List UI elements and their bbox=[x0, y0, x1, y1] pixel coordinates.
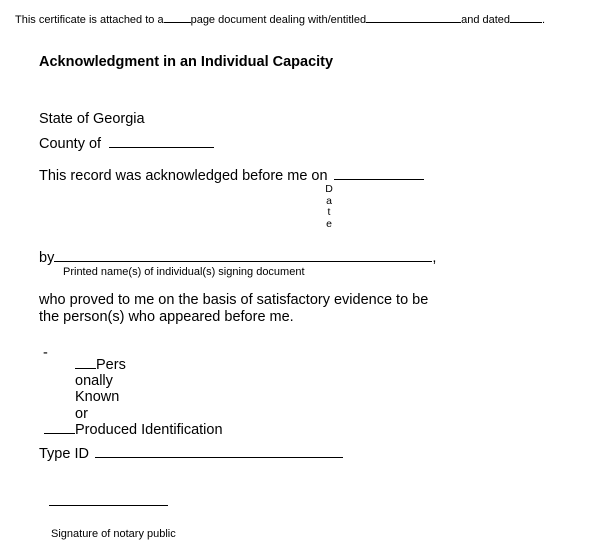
county-blank[interactable] bbox=[109, 146, 214, 148]
option1-line: Pers bbox=[96, 357, 126, 373]
type-id-label: Type ID bbox=[39, 446, 89, 462]
attachment-date-blank[interactable] bbox=[510, 21, 542, 23]
proved-line-1: who proved to me on the basis of satisfactory evidence to be bbox=[39, 292, 429, 308]
by-line bbox=[39, 250, 436, 266]
signer-name-blank[interactable] bbox=[54, 260, 432, 262]
produced-id-blank[interactable] bbox=[44, 432, 75, 434]
acknowledged-line bbox=[39, 168, 424, 184]
option1-line: onally bbox=[75, 373, 113, 389]
proved-line-2: the person(s) who appeared before me. bbox=[39, 309, 294, 325]
county-line bbox=[39, 136, 214, 152]
attachment-end-period: . bbox=[542, 14, 546, 26]
date-char: a bbox=[326, 194, 332, 207]
option1-line: or bbox=[75, 406, 88, 422]
attachment-text-1: This certificate is attached to a bbox=[15, 14, 164, 26]
printed-name-caption: Printed name(s) of individual(s) signing document bbox=[63, 266, 305, 278]
type-id-line bbox=[39, 446, 343, 462]
date-char: D bbox=[325, 183, 333, 195]
date-char: t bbox=[327, 206, 331, 218]
personally-known-option bbox=[75, 357, 126, 373]
page-count-blank[interactable] bbox=[164, 21, 191, 23]
by-label: by bbox=[39, 250, 55, 266]
attachment-statement bbox=[15, 14, 545, 26]
signature-caption: Signature of notary public bbox=[51, 528, 176, 540]
document-title-blank[interactable] bbox=[366, 21, 461, 23]
acknowledged-text: This record was acknowledged before me on bbox=[39, 168, 328, 184]
state-line: State of Georgia bbox=[39, 111, 145, 127]
document-title: Acknowledgment in an Individual Capacity bbox=[39, 54, 334, 70]
attachment-text-2: page document dealing with/entitled bbox=[190, 14, 367, 26]
type-id-blank[interactable] bbox=[95, 456, 343, 458]
signature-blank[interactable] bbox=[49, 505, 168, 506]
county-label: County of bbox=[39, 136, 102, 152]
by-comma: , bbox=[432, 250, 437, 266]
dash-mark: - bbox=[43, 345, 48, 361]
personally-known-blank[interactable] bbox=[75, 367, 96, 369]
acknowledgment-date-blank[interactable] bbox=[334, 178, 424, 180]
attachment-text-3: and dated bbox=[461, 14, 511, 26]
date-vertical-label bbox=[324, 184, 334, 230]
produced-id-label: Produced Identification bbox=[75, 422, 223, 438]
option1-line: Known bbox=[75, 389, 120, 405]
date-char: e bbox=[326, 217, 332, 230]
produced-identification-option bbox=[44, 422, 223, 438]
